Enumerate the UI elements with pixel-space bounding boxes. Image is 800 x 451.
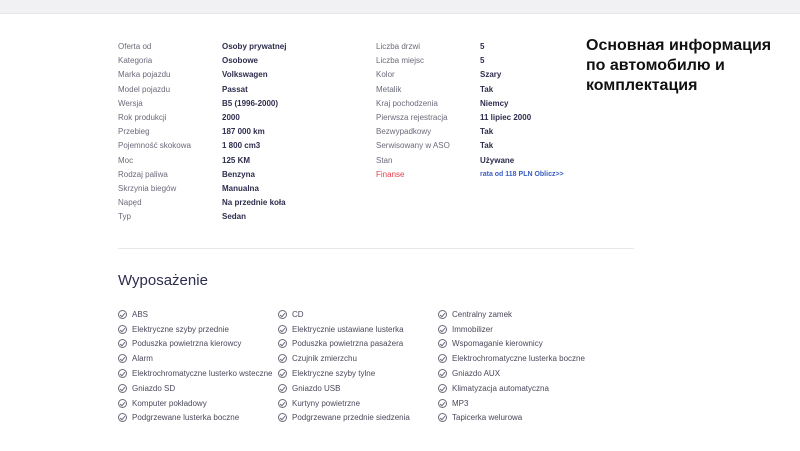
equipment-item bbox=[278, 307, 410, 322]
check-circle-icon bbox=[278, 310, 287, 319]
equipment-item bbox=[278, 337, 410, 352]
param-label: Bezwypadkowy bbox=[376, 127, 432, 137]
equipment-item-label: Gniazdo SD bbox=[132, 383, 176, 393]
equipment-item bbox=[118, 307, 273, 322]
param-label: Moc bbox=[118, 155, 134, 165]
equipment-item bbox=[438, 351, 585, 366]
equipment-item bbox=[278, 351, 410, 366]
check-circle-icon bbox=[438, 310, 447, 319]
param-label: Kraj pochodzenia bbox=[376, 98, 438, 108]
equipment-heading: Wyposażenie bbox=[118, 272, 208, 289]
param-row bbox=[376, 111, 564, 125]
param-value: Volkswagen bbox=[222, 70, 268, 80]
params-left-column bbox=[118, 40, 286, 225]
param-label: Liczba miejsc bbox=[376, 56, 425, 66]
equipment-item bbox=[278, 411, 410, 426]
equipment-item bbox=[438, 381, 585, 396]
check-circle-icon bbox=[438, 384, 447, 393]
equipment-item bbox=[278, 366, 410, 381]
check-circle-icon bbox=[118, 399, 127, 408]
param-label: Rok produkcji bbox=[118, 113, 167, 123]
equipment-item-label: ABS bbox=[132, 309, 149, 319]
param-row bbox=[376, 154, 564, 168]
param-value: B5 (1996-2000) bbox=[222, 98, 279, 108]
param-row bbox=[376, 139, 564, 153]
param-label: Kolor bbox=[376, 70, 395, 80]
check-circle-icon bbox=[118, 384, 127, 393]
param-row bbox=[118, 139, 286, 153]
param-row bbox=[118, 210, 286, 224]
equipment-item-label: Komputer pokładowy bbox=[132, 398, 207, 408]
check-circle-icon bbox=[118, 369, 127, 378]
check-circle-icon bbox=[118, 310, 127, 319]
equipment-item-label: Tapicerka welurowa bbox=[452, 413, 523, 423]
equipment-item bbox=[118, 337, 273, 352]
param-label: Pojemność skokowa bbox=[118, 141, 191, 151]
equipment-item-label: Poduszka powietrzna kierowcy bbox=[132, 339, 242, 349]
equipment-item-label: Elektrochromatyczne lusterko wsteczne bbox=[132, 369, 273, 379]
param-row bbox=[376, 125, 564, 139]
param-label: Oferta od bbox=[118, 42, 152, 51]
equipment-item-label: Kurtyny powietrzne bbox=[292, 398, 361, 408]
check-circle-icon bbox=[438, 325, 447, 334]
equipment-item bbox=[438, 307, 585, 322]
equipment-item bbox=[438, 411, 585, 426]
equipment-item bbox=[278, 322, 410, 337]
param-value: 2000 bbox=[222, 113, 240, 123]
param-row bbox=[376, 40, 564, 54]
equipment-item bbox=[118, 381, 273, 396]
equipment-item-label: MP3 bbox=[452, 398, 469, 408]
param-value: 125 KM bbox=[222, 155, 251, 165]
param-row bbox=[118, 68, 286, 82]
equipment-item bbox=[438, 396, 585, 411]
param-row bbox=[376, 54, 564, 68]
check-circle-icon bbox=[118, 413, 127, 422]
check-circle-icon bbox=[278, 369, 287, 378]
param-label: Typ bbox=[118, 212, 131, 222]
param-value: Osoby prywatnej bbox=[222, 42, 287, 51]
check-circle-icon bbox=[118, 325, 127, 334]
equipment-item-label: Czujnik zmierzchu bbox=[292, 354, 357, 364]
equipment-item-label: Gniazdo AUX bbox=[452, 369, 501, 379]
param-row bbox=[118, 182, 286, 196]
equipment-item-label: Poduszka powietrzna pasażera bbox=[292, 339, 404, 349]
param-label: Model pojazdu bbox=[118, 84, 171, 94]
check-circle-icon bbox=[118, 354, 127, 363]
param-label: Liczba drzwi bbox=[376, 42, 421, 51]
param-value: Benzyna bbox=[222, 169, 255, 179]
param-row-finance bbox=[376, 168, 564, 182]
param-row bbox=[118, 154, 286, 168]
finance-calculate-link[interactable]: rata od 118 PLN Oblicz>> bbox=[480, 170, 564, 178]
param-row bbox=[118, 83, 286, 97]
param-label: Wersja bbox=[118, 98, 143, 108]
check-circle-icon bbox=[278, 413, 287, 422]
equipment-item bbox=[118, 322, 273, 337]
equipment-item bbox=[118, 366, 273, 381]
equipment-item-label: Podgrzewane lusterka boczne bbox=[132, 413, 240, 423]
param-label: Stan bbox=[376, 155, 393, 165]
param-row bbox=[376, 83, 564, 97]
check-circle-icon bbox=[438, 369, 447, 378]
check-circle-icon bbox=[278, 384, 287, 393]
equipment-item-label: Podgrzewane przednie siedzenia bbox=[292, 413, 410, 423]
param-value: Szary bbox=[480, 70, 502, 80]
equipment-item-label: CD bbox=[292, 309, 304, 319]
equipment-item bbox=[438, 337, 585, 352]
param-value: Używane bbox=[480, 155, 515, 165]
check-circle-icon bbox=[438, 339, 447, 348]
check-circle-icon bbox=[278, 354, 287, 363]
section-divider bbox=[118, 248, 634, 249]
param-row bbox=[118, 168, 286, 182]
equipment-column-3 bbox=[438, 307, 585, 425]
equipment-item-label: Immobilizer bbox=[452, 324, 493, 334]
check-circle-icon bbox=[278, 325, 287, 334]
param-label: Napęd bbox=[118, 198, 142, 208]
params-right-column bbox=[376, 40, 564, 182]
param-value: Na przednie koła bbox=[222, 198, 286, 208]
param-label: Metalik bbox=[376, 84, 402, 94]
param-label: Serwisowany w ASO bbox=[376, 141, 450, 151]
equipment-item bbox=[278, 381, 410, 396]
param-value: Tak bbox=[480, 141, 494, 151]
equipment-item bbox=[438, 366, 585, 381]
param-value: 5 bbox=[480, 42, 485, 51]
equipment-item-label: Alarm bbox=[132, 354, 153, 364]
equipment-column-1 bbox=[118, 307, 273, 425]
equipment-item bbox=[278, 396, 410, 411]
param-label: Pierwsza rejestracja bbox=[376, 113, 448, 123]
equipment-item-label: Wspomaganie kierownicy bbox=[452, 339, 543, 349]
param-value: 1 800 cm3 bbox=[222, 141, 261, 151]
check-circle-icon bbox=[438, 354, 447, 363]
check-circle-icon bbox=[438, 399, 447, 408]
top-header-strip bbox=[0, 0, 800, 14]
param-value: Manualna bbox=[222, 184, 259, 194]
equipment-item bbox=[118, 411, 273, 426]
equipment-item-label: Gniazdo USB bbox=[292, 383, 341, 393]
equipment-item-label: Elektrochromatyczne lusterka boczne bbox=[452, 354, 585, 364]
param-row bbox=[376, 97, 564, 111]
param-row bbox=[118, 40, 286, 54]
param-value: Niemcy bbox=[480, 98, 509, 108]
param-label: Przebieg bbox=[118, 127, 150, 137]
param-value: 187 000 km bbox=[222, 127, 265, 137]
overlay-caption: Основная информация по автомобилю и комплектация bbox=[586, 37, 772, 94]
equipment-item bbox=[438, 322, 585, 337]
param-row bbox=[118, 54, 286, 68]
equipment-item bbox=[118, 351, 273, 366]
param-value: 5 bbox=[480, 56, 485, 66]
param-row bbox=[118, 111, 286, 125]
param-value: Passat bbox=[222, 84, 248, 94]
param-row bbox=[118, 125, 286, 139]
equipment-item-label: Elektryczne szyby tylne bbox=[292, 369, 376, 379]
check-circle-icon bbox=[438, 413, 447, 422]
param-value: Tak bbox=[480, 84, 494, 94]
param-label: Skrzynia biegów bbox=[118, 184, 177, 194]
param-row bbox=[118, 196, 286, 210]
param-label: Kategoria bbox=[118, 56, 153, 66]
equipment-item-label: Klimatyzacja automatyczna bbox=[452, 383, 549, 393]
param-label: Rodzaj paliwa bbox=[118, 169, 168, 179]
param-label: Marka pojazdu bbox=[118, 70, 171, 80]
finance-label: Finanse bbox=[376, 169, 405, 179]
equipment-item-label: Centralny zamek bbox=[452, 309, 513, 319]
param-value: Osobowe bbox=[222, 56, 259, 66]
equipment-item-label: Elektrycznie ustawiane lusterka bbox=[292, 324, 404, 334]
equipment-item-label: Elektryczne szyby przednie bbox=[132, 324, 229, 334]
param-value: Sedan bbox=[222, 212, 247, 222]
param-value: Tak bbox=[480, 127, 494, 137]
check-circle-icon bbox=[278, 399, 287, 408]
param-value: 11 lipiec 2000 bbox=[480, 113, 532, 123]
equipment-column-2 bbox=[278, 307, 410, 425]
param-row bbox=[376, 68, 564, 82]
check-circle-icon bbox=[278, 339, 287, 348]
equipment-item bbox=[118, 396, 273, 411]
param-row bbox=[118, 97, 286, 111]
check-circle-icon bbox=[118, 339, 127, 348]
